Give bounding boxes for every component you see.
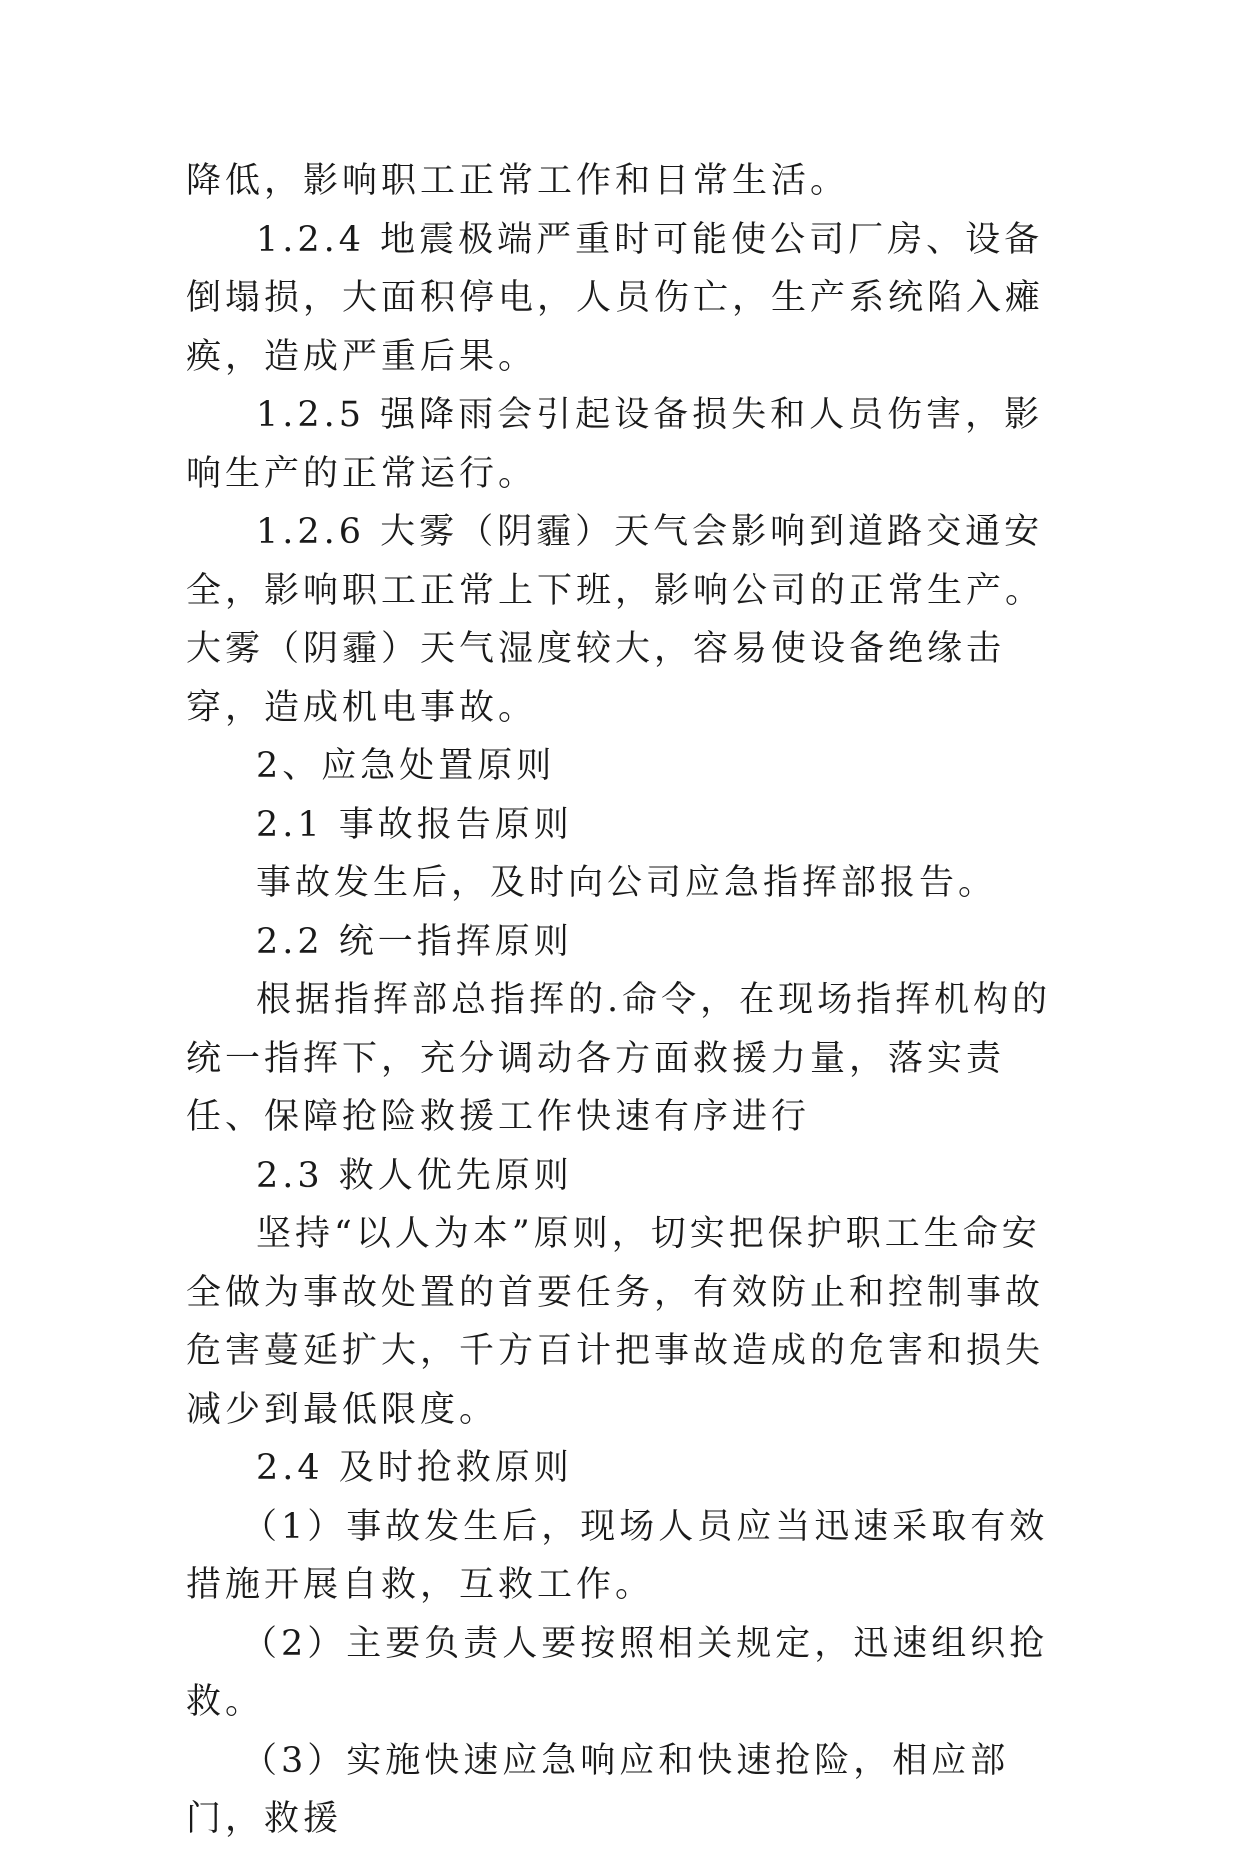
subheading-2-1: 2.1 事故报告原则 [256, 804, 573, 845]
paragraph-2-1-body: 事故发生后，及时向公司应急指挥部报告。 [256, 863, 998, 903]
paragraph-2-3-body: 坚持“以人为本”原则，切实把保护职工生命安全做为事故处置的首要任务，有效防止和控制事故危害蔓延扩大，千方百计把事故造成的危害和损失减少到最低限度。 [186, 1214, 1045, 1430]
document-body [186, 152, 1058, 1849]
paragraph-1: 降低，影响职工正常工作和日常生活。 [186, 161, 850, 201]
section-heading-2: 2、应急处置原则 [256, 746, 556, 786]
paragraph-1-2-5: 1.2.5 强降雨会引起设备损失和人员伤害，影响生产的正常运行。 [186, 395, 1044, 494]
list-item-1: （1）事故发生后，现场人员应当迅速采取有效措施开展自救，互救工作。 [186, 1506, 1049, 1605]
paragraph-1-2-6: 1.2.6 大雾（阴霾）天气会影响到道路交通安全，影响职工正常上下班，影响公司的正常生产。大雾（阴霾）天气湿度较大，容易使设备绝缘击穿，造成机电事故。 [186, 512, 1045, 728]
subheading-2-4: 2.4 及时抢救原则 [256, 1448, 573, 1488]
subheading-2-2: 2.2 统一指挥原则 [256, 921, 573, 962]
paragraph-1-2-4: 1.2.4 地震极端严重时可能使公司厂房、设备倒塌损，大面积停电，人员伤亡，生产系统陷入瘫痪，造成严重后果。 [186, 219, 1045, 377]
list-item-3: （3）实施快速应急响应和快速抢险，相应部门，救援 [186, 1740, 1010, 1839]
paragraph-2-2-body: 根据指挥部总指挥的.命令，在现场指挥机构的统一指挥下，充分调动各方面救援力量，落实责任、保障抢险救援工作快速有序进行 [186, 980, 1052, 1137]
subheading-2-3: 2.3 救人优先原则 [256, 1155, 573, 1196]
list-item-2: （2）主要负责人要按照相关规定，迅速组织抢救。 [186, 1623, 1049, 1722]
